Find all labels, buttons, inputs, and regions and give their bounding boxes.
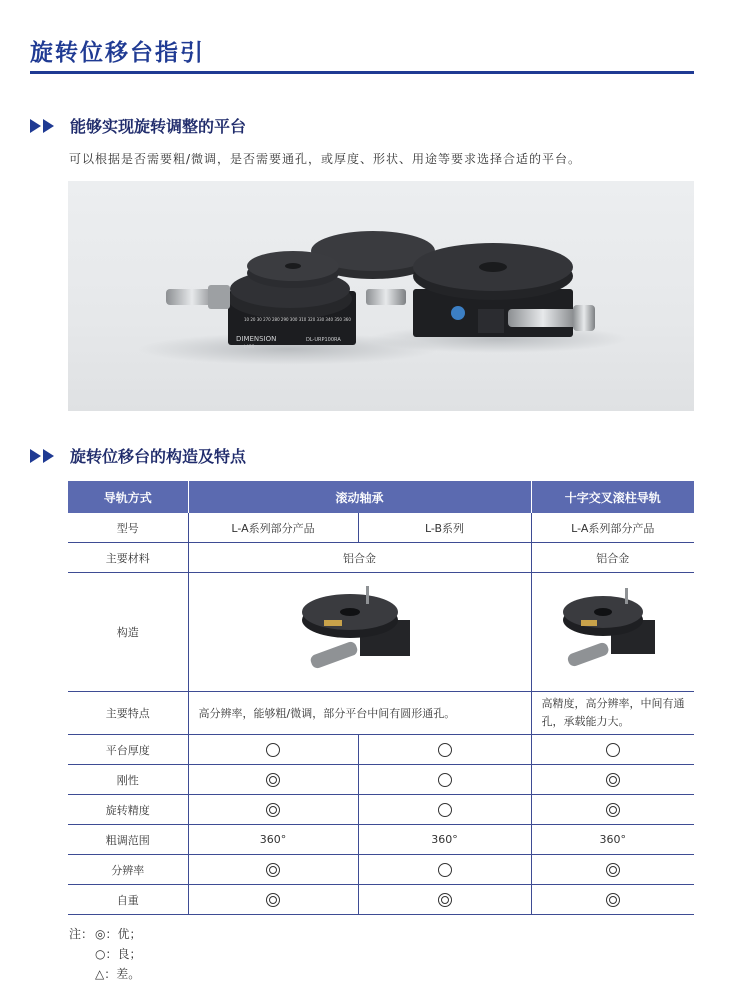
double-arrow-icon [30,449,56,463]
excellent-mark-icon [266,863,280,877]
note-good: ○：良； [95,947,142,961]
row-label-weight: 自重 [68,885,188,915]
legend-notes [69,924,141,984]
cell-material-c12: 铝合金 [188,543,531,573]
cell-rigidity-c3 [531,765,694,795]
section2-heading [30,444,246,467]
table-row [68,573,694,692]
table-row [68,692,694,735]
header-cross-roller: 十字交叉滚柱导轨 [531,481,694,513]
excellent-mark-icon [606,803,620,817]
good-mark-icon [266,743,280,757]
construct-image-cross-roller [531,573,694,692]
notes-prefix: 注： [69,927,94,941]
rotation-stages-illustration [68,181,694,411]
brand-sub-label: LABS [244,344,255,349]
table-row [68,825,694,855]
table-row [68,765,694,795]
cell-range-c3: 360° [531,825,694,855]
note-excellent: ◎：优； [95,927,142,941]
excellent-mark-icon [606,863,620,877]
cell-feature-c3: 高精度，高分辨率，中间有通孔，承载能力大。 [531,692,694,735]
cell-model-c3: L-A系列部分产品 [531,513,694,543]
table-row [68,735,694,765]
cell-range-c1: 360° [188,825,358,855]
cell-accuracy-c3 [531,795,694,825]
comparison-table [68,481,694,915]
table-row [68,885,694,915]
table-row [68,543,694,573]
cross-roller-stage-icon [553,576,673,686]
cell-thickness-c3 [531,735,694,765]
cell-rigidity-c2 [358,765,531,795]
good-mark-icon [438,863,452,877]
cell-weight-c2 [358,885,531,915]
excellent-mark-icon [438,893,452,907]
note-poor: △：差。 [95,967,141,981]
row-label-model: 型号 [68,513,188,543]
cell-weight-c1 [188,885,358,915]
header-guide-type: 导轨方式 [68,481,188,513]
product-photo [68,181,694,411]
cell-weight-c3 [531,885,694,915]
row-label-material: 主要材料 [68,543,188,573]
table-row [68,795,694,825]
page-title: 旋转位移台指引 [30,40,205,66]
cell-accuracy-c2 [358,795,531,825]
cell-accuracy-c1 [188,795,358,825]
cell-material-c3: 铝合金 [531,543,694,573]
model-label: DL-URP100RA [306,337,341,343]
scale-label: 10 20 30 270 280 290 300 310 320 330 340 350 360 [244,317,351,322]
cell-range-c2: 360° [358,825,531,855]
cell-model-c2: L-B系列 [358,513,531,543]
rolling-bearing-stage-icon [290,576,430,686]
cell-thickness-c1 [188,735,358,765]
row-label-accuracy: 旋转精度 [68,795,188,825]
good-mark-icon [438,773,452,787]
cell-resolution-c2 [358,855,531,885]
brand-label: DIMENSION [236,335,277,343]
row-label-resolution: 分辨率 [68,855,188,885]
good-mark-icon [438,803,452,817]
intro-text: 可以根据是否需要粗/微调，是否需要通孔，或厚度、形状、用途等要求选择合适的平台。 [69,152,582,166]
row-label-construct: 构造 [68,573,188,692]
excellent-mark-icon [266,803,280,817]
row-label-feature: 主要特点 [68,692,188,735]
table-row [68,513,694,543]
row-label-thickness: 平台厚度 [68,735,188,765]
excellent-mark-icon [606,893,620,907]
cell-resolution-c3 [531,855,694,885]
section1-heading [30,114,246,137]
excellent-mark-icon [266,893,280,907]
cell-rigidity-c1 [188,765,358,795]
cell-model-c1: L-A系列部分产品 [188,513,358,543]
double-arrow-icon [30,119,56,133]
cell-resolution-c1 [188,855,358,885]
good-mark-icon [438,743,452,757]
table-row [68,855,694,885]
title-rule [30,71,694,74]
cell-thickness-c2 [358,735,531,765]
excellent-mark-icon [606,773,620,787]
row-label-rigidity: 刚性 [68,765,188,795]
table-header-row [68,481,694,513]
excellent-mark-icon [266,773,280,787]
row-label-range: 粗调范围 [68,825,188,855]
header-rolling-bearing: 滚动轴承 [188,481,531,513]
good-mark-icon [606,743,620,757]
construct-image-bearing [188,573,531,692]
cell-feature-c12: 高分辨率，能够粗/微调，部分平台中间有圆形通孔。 [188,692,531,735]
section1-heading-text: 能够实现旋转调整的平台 [70,117,247,136]
section2-heading-text: 旋转位移台的构造及特点 [70,447,247,466]
